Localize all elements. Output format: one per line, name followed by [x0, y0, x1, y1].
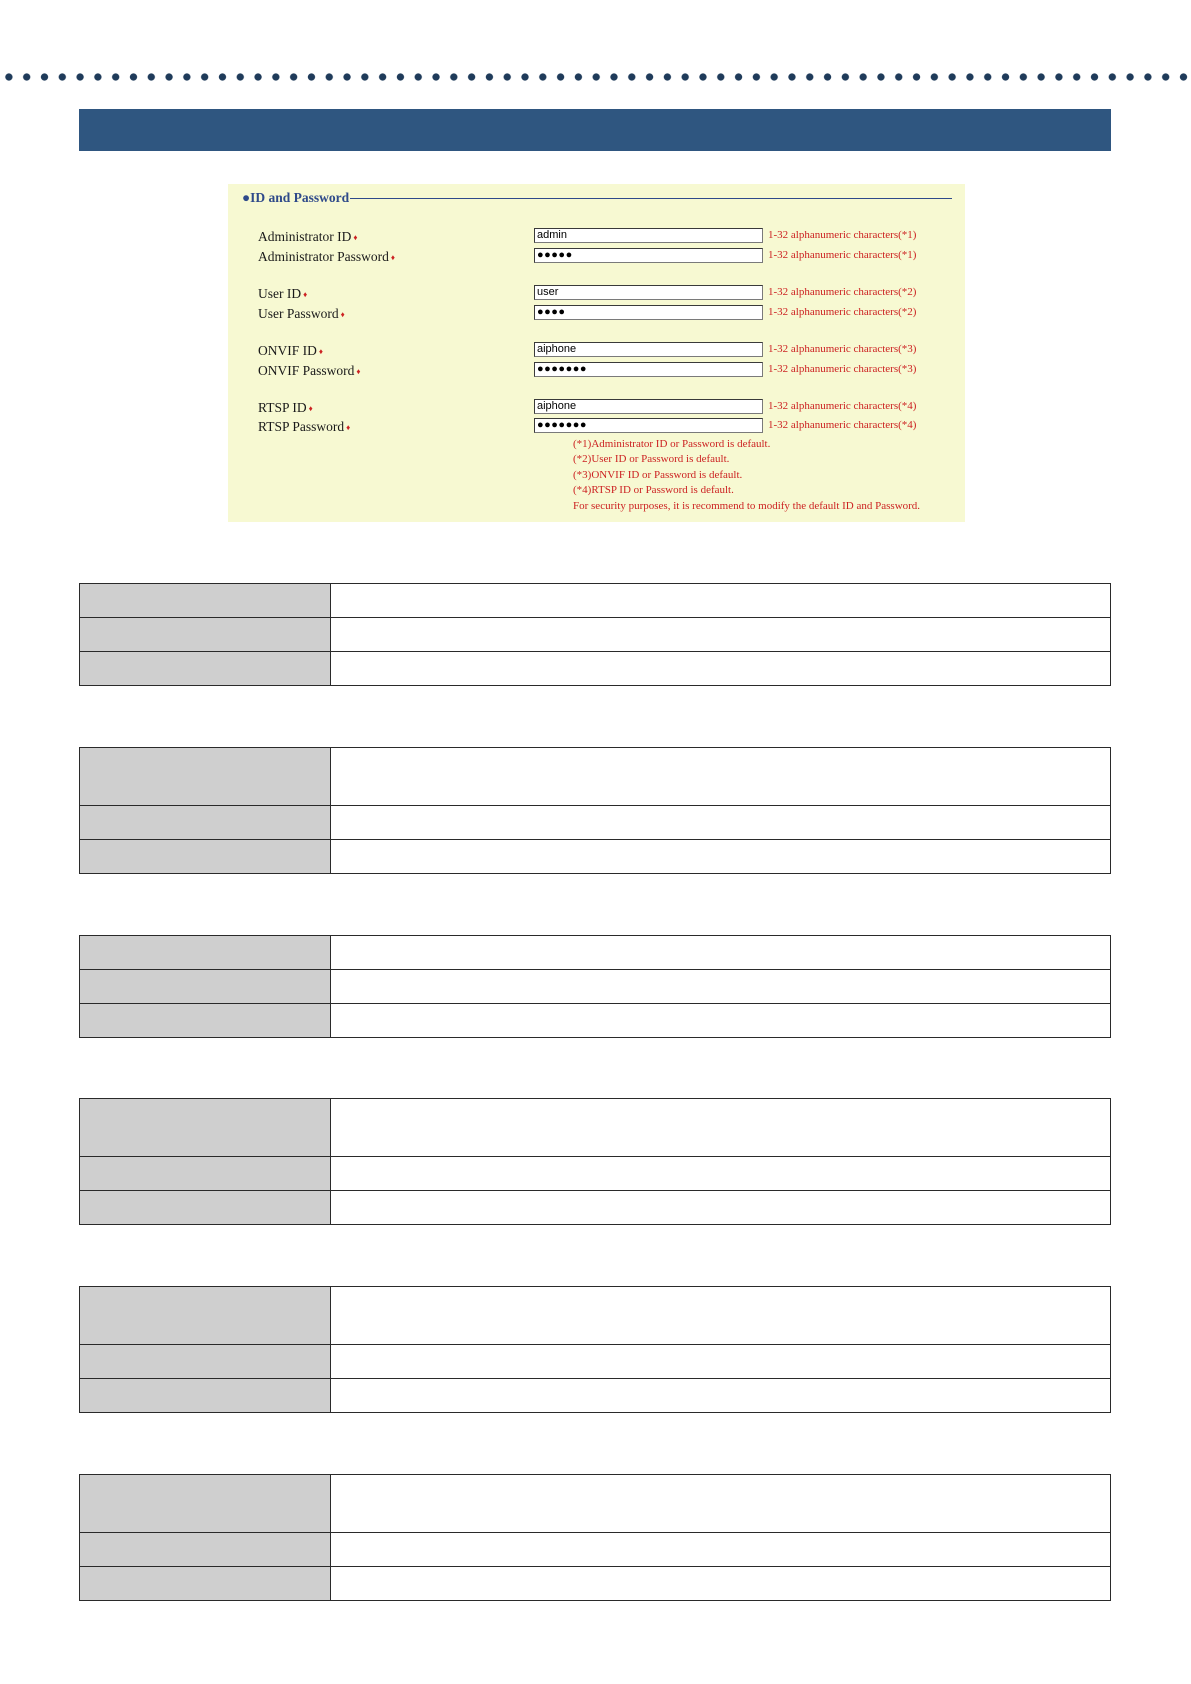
settings-table-1: [79, 583, 1111, 686]
onvif-id-input[interactable]: aiphone: [534, 342, 763, 357]
table-row: [80, 1191, 1111, 1225]
table-row: [80, 840, 1111, 874]
table-value-cell: [331, 936, 1111, 970]
table-value-cell: [331, 1099, 1111, 1157]
table-key-cell: [80, 584, 331, 618]
table-value-cell: [331, 1379, 1111, 1413]
table-key-cell: [80, 1379, 331, 1413]
table-key-cell: [80, 1191, 331, 1225]
table-key-cell: [80, 652, 331, 686]
table-key-cell: [80, 1157, 331, 1191]
onvif-password-hint: 1-32 alphanumeric characters(*3): [768, 363, 917, 375]
table-value-cell: [331, 1533, 1111, 1567]
rtsp-id-input[interactable]: aiphone: [534, 399, 763, 414]
required-icon: ♦: [353, 232, 358, 242]
onvif-id-label: ONVIF ID ♦: [258, 343, 323, 358]
user-id-hint: 1-32 alphanumeric characters(*2): [768, 286, 917, 298]
user-password-hint: 1-32 alphanumeric characters(*2): [768, 306, 917, 318]
rtsp-id-hint: 1-32 alphanumeric characters(*4): [768, 400, 917, 412]
table-value-cell: [331, 1157, 1111, 1191]
table-key-cell: [80, 840, 331, 874]
required-icon: ♦: [308, 403, 313, 413]
table-key-cell: [80, 970, 331, 1004]
required-icon: ♦: [390, 252, 395, 262]
table-row: [80, 652, 1111, 686]
table-row: [80, 1099, 1111, 1157]
required-icon: ♦: [346, 422, 351, 432]
table-value-cell: [331, 1287, 1111, 1345]
table-row: [80, 1533, 1111, 1567]
user-id-label: User ID ♦: [258, 286, 308, 301]
default-note-4: (*4)RTSP ID or Password is default.: [573, 484, 734, 496]
table-value-cell: [331, 652, 1111, 686]
security-note: For security purposes, it is recommend to modify the default ID and Password.: [573, 500, 921, 512]
table-key-cell: [80, 1004, 331, 1038]
required-icon: ♦: [318, 346, 323, 356]
table-row: [80, 936, 1111, 970]
table-value-cell: [331, 1191, 1111, 1225]
table-key-cell: [80, 1475, 331, 1533]
default-note-2: (*2)User ID or Password is default.: [573, 453, 730, 465]
table-row: [80, 618, 1111, 652]
onvif-password-input[interactable]: ●●●●●●●: [534, 362, 763, 377]
table-value-cell: [331, 618, 1111, 652]
table-value-cell: [331, 1475, 1111, 1533]
onvif-id-hint: 1-32 alphanumeric characters(*3): [768, 343, 917, 355]
administrator-password-hint: 1-32 alphanumeric characters(*1): [768, 249, 917, 261]
user-password-label: User Password ♦: [258, 306, 345, 321]
rtsp-password-label: RTSP Password ♦: [258, 419, 351, 434]
table-value-cell: [331, 1345, 1111, 1379]
table-value-cell: [331, 806, 1111, 840]
table-row: [80, 1345, 1111, 1379]
onvif-password-label: ONVIF Password ♦: [258, 363, 361, 378]
dotted-divider: [0, 72, 1191, 82]
settings-table-5: [79, 1286, 1111, 1413]
table-row: [80, 748, 1111, 806]
table-value-cell: [331, 584, 1111, 618]
fieldset-legend: [242, 190, 952, 204]
table-key-cell: [80, 618, 331, 652]
user-id-input[interactable]: user: [534, 285, 763, 300]
table-value-cell: [331, 840, 1111, 874]
rtsp-id-label: RTSP ID ♦: [258, 400, 313, 415]
table-row: [80, 584, 1111, 618]
default-note-1: (*1)Administrator ID or Password is default.: [573, 438, 771, 450]
table-value-cell: [331, 1004, 1111, 1038]
table-value-cell: [331, 1567, 1111, 1601]
section-title-bar: [79, 109, 1111, 151]
default-note-3: (*3)ONVIF ID or Password is default.: [573, 469, 743, 481]
table-key-cell: [80, 806, 331, 840]
user-password-input[interactable]: ●●●●: [534, 305, 763, 320]
table-key-cell: [80, 1287, 331, 1345]
table-row: [80, 806, 1111, 840]
administrator-id-input[interactable]: admin: [534, 228, 763, 243]
table-row: [80, 1567, 1111, 1601]
legend-title: ●ID and Password: [242, 190, 350, 205]
required-icon: ♦: [356, 366, 361, 376]
rtsp-password-hint: 1-32 alphanumeric characters(*4): [768, 419, 917, 431]
settings-table-2: [79, 747, 1111, 874]
administrator-password-label: Administrator Password ♦: [258, 249, 395, 264]
table-row: [80, 1157, 1111, 1191]
table-key-cell: [80, 1533, 331, 1567]
settings-table-4: [79, 1098, 1111, 1225]
rtsp-password-input[interactable]: ●●●●●●●: [534, 418, 763, 433]
table-row: [80, 1379, 1111, 1413]
table-row: [80, 970, 1111, 1004]
table-key-cell: [80, 1099, 331, 1157]
table-key-cell: [80, 936, 331, 970]
administrator-password-input[interactable]: ●●●●●: [534, 248, 763, 263]
settings-table-6: [79, 1474, 1111, 1601]
table-row: [80, 1287, 1111, 1345]
administrator-id-hint: 1-32 alphanumeric characters(*1): [768, 229, 917, 241]
administrator-id-label: Administrator ID ♦: [258, 229, 358, 244]
table-key-cell: [80, 1345, 331, 1379]
table-key-cell: [80, 748, 331, 806]
settings-table-3: [79, 935, 1111, 1038]
required-icon: ♦: [303, 289, 308, 299]
required-icon: ♦: [340, 309, 345, 319]
table-row: [80, 1004, 1111, 1038]
table-value-cell: [331, 748, 1111, 806]
table-row: [80, 1475, 1111, 1533]
id-password-settings-screenshot: [228, 184, 965, 522]
table-value-cell: [331, 970, 1111, 1004]
table-key-cell: [80, 1567, 331, 1601]
